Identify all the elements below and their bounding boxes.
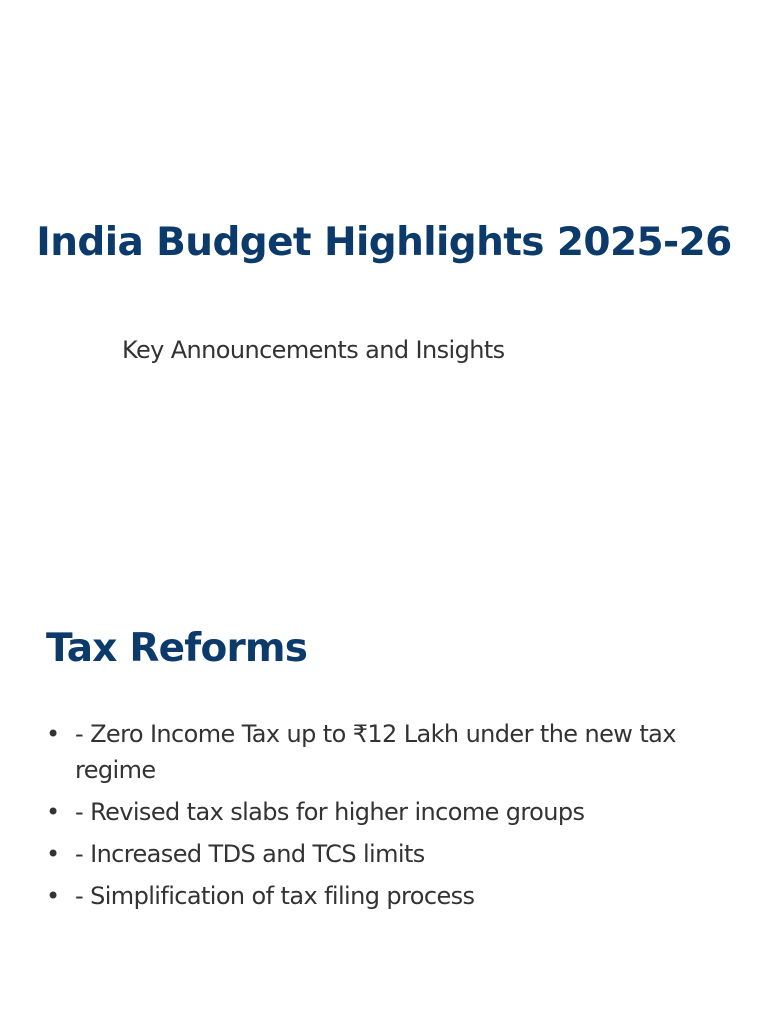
bullet-text: - Zero Income Tax up to ₹12 Lakh under the new tax regime (75, 720, 676, 784)
bullet-text: - Increased TDS and TCS limits (75, 840, 425, 868)
bullet-text: - Revised tax slabs for higher income groups (75, 798, 585, 826)
tax-reforms-slide (0, 512, 768, 1024)
presentation-subtitle: Key Announcements and Insights (122, 336, 505, 364)
bullet-text: - Simplification of tax filing process (75, 882, 475, 910)
bullet-item (46, 716, 716, 788)
bullet-item (46, 794, 716, 830)
bullet-list (46, 716, 716, 920)
bullet-item (46, 836, 716, 872)
bullet-icon: • (46, 720, 60, 748)
section-title: Tax Reforms (46, 626, 308, 671)
bullet-icon: • (46, 882, 60, 910)
bullet-icon: • (46, 840, 60, 868)
presentation-title: India Budget Highlights 2025-26 (36, 220, 732, 265)
bullet-item (46, 878, 716, 914)
bullet-icon: • (46, 798, 60, 826)
